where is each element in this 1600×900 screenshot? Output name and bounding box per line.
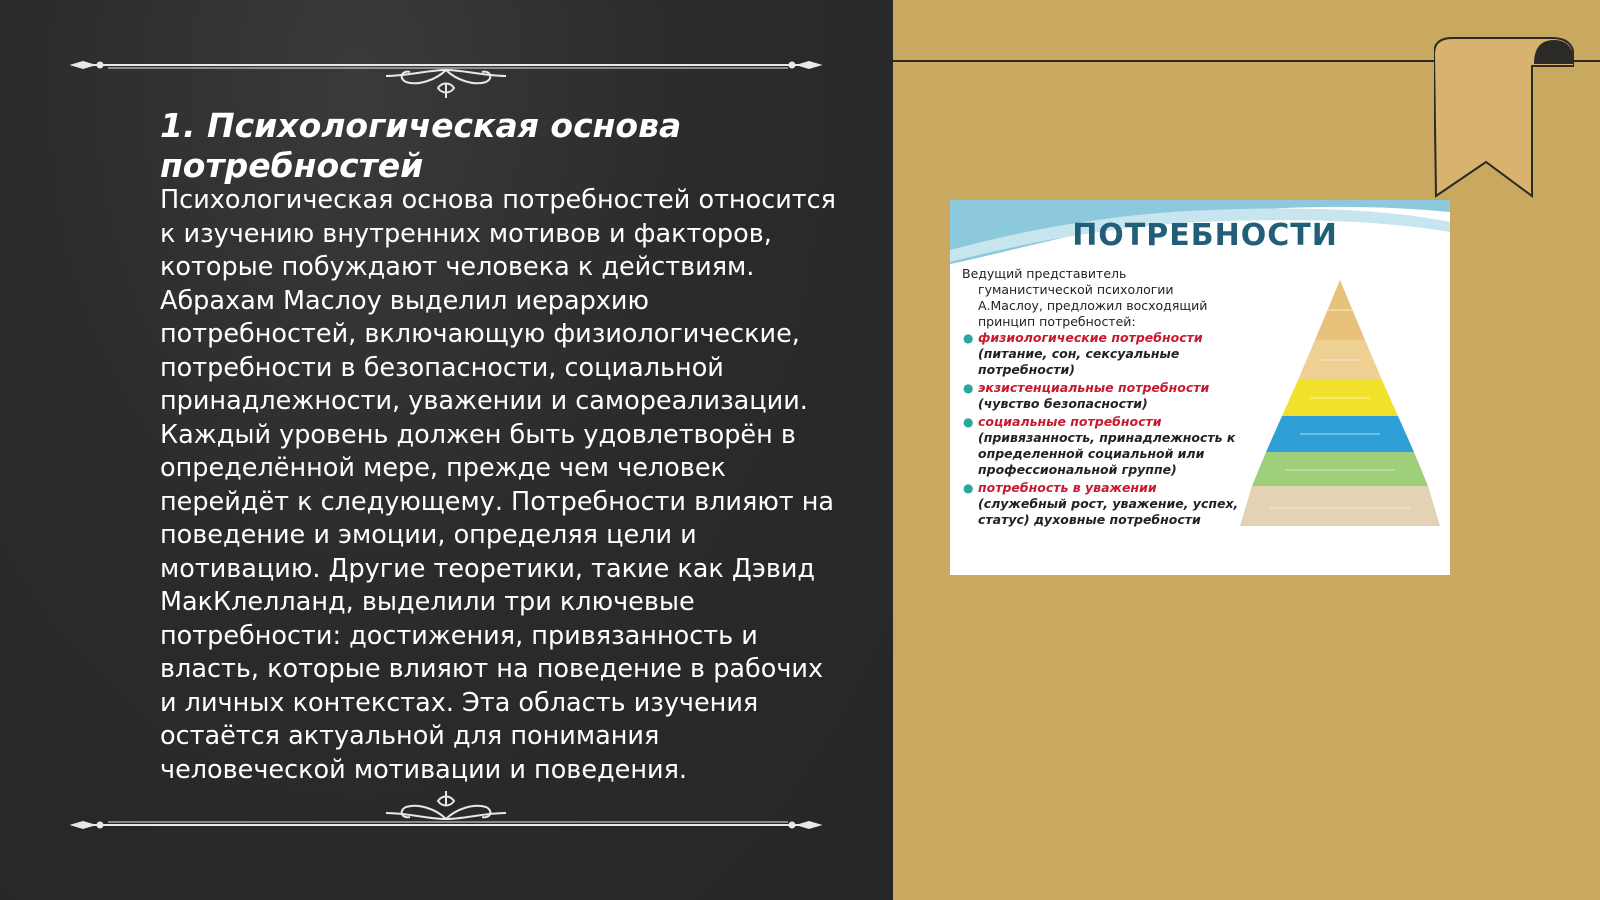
scroll-ornament-top-icon — [68, 40, 824, 100]
needs-list — [962, 330, 1262, 530]
list-item-head: физиологические потребности — [978, 330, 1203, 345]
card-intro-line: Ведущий представитель — [962, 266, 1127, 281]
slide-title: 1. Психологическая основа потребностей — [160, 106, 682, 185]
bookmark-ribbon-icon — [1434, 36, 1574, 204]
card-intro-line: гуманистической психологии — [978, 282, 1174, 297]
card-title: ПОТРЕБНОСТИ — [1072, 218, 1338, 253]
list-item-head: потребность в уважении — [978, 480, 1157, 495]
list-item-desc: (привязанность, принадлежность к определенной социальной или профессиональной группе) — [978, 430, 1236, 477]
bullet-icon: ● — [963, 415, 974, 429]
list-item — [962, 380, 1262, 412]
list-item-desc: (служебный рост, уважение, успех, статус) духовные потребности — [978, 496, 1239, 527]
card-intro-line: принцип потребностей: — [978, 314, 1136, 329]
maslow-pyramid-icon — [1240, 280, 1440, 540]
bullet-icon: ● — [963, 481, 974, 495]
list-item — [962, 414, 1262, 478]
list-item — [962, 480, 1262, 528]
card-intro-line: А.Маслоу, предложил восходящий — [978, 298, 1208, 313]
scroll-ornament-bottom-icon — [68, 777, 824, 837]
list-item-desc: (питание, сон, сексуальные потребности) — [978, 346, 1180, 377]
bullet-icon: ● — [963, 381, 974, 395]
card-intro — [962, 266, 1252, 330]
list-item-head: социальные потребности — [978, 414, 1162, 429]
bullet-icon: ● — [963, 331, 974, 345]
slide-body-text: Психологическая основа потребностей относится к изучению внутренних мотивов и факторов, которые побуждают человека к действиям. Абрахам Маслоу выделил иерархию потребностей, включающую физиологические, потребности в безопасности, социальной принадлежности, уважении и самореализации. Каждый уровень должен быть удовлетворён в определённой мере, прежде чем человек перейдёт к следующему. Потребности влияют на поведение и эмоции, определяя цели и мотивацию. Другие теоретики, такие как Дэвид МакКлелланд, выделили три ключевые потребности: достижения, привязанность и власть, которые влияют на поведение в рабочих и личных контекстах. Эта область изучения остаётся актуальной для понимания человеческой мотивации и поведения. — [160, 185, 837, 785]
list-item-head: экзистенциальные потребности — [978, 380, 1210, 395]
list-item-desc: (чувство безопасности) — [978, 396, 1148, 411]
needs-image-card — [950, 200, 1450, 575]
list-item — [962, 330, 1262, 378]
